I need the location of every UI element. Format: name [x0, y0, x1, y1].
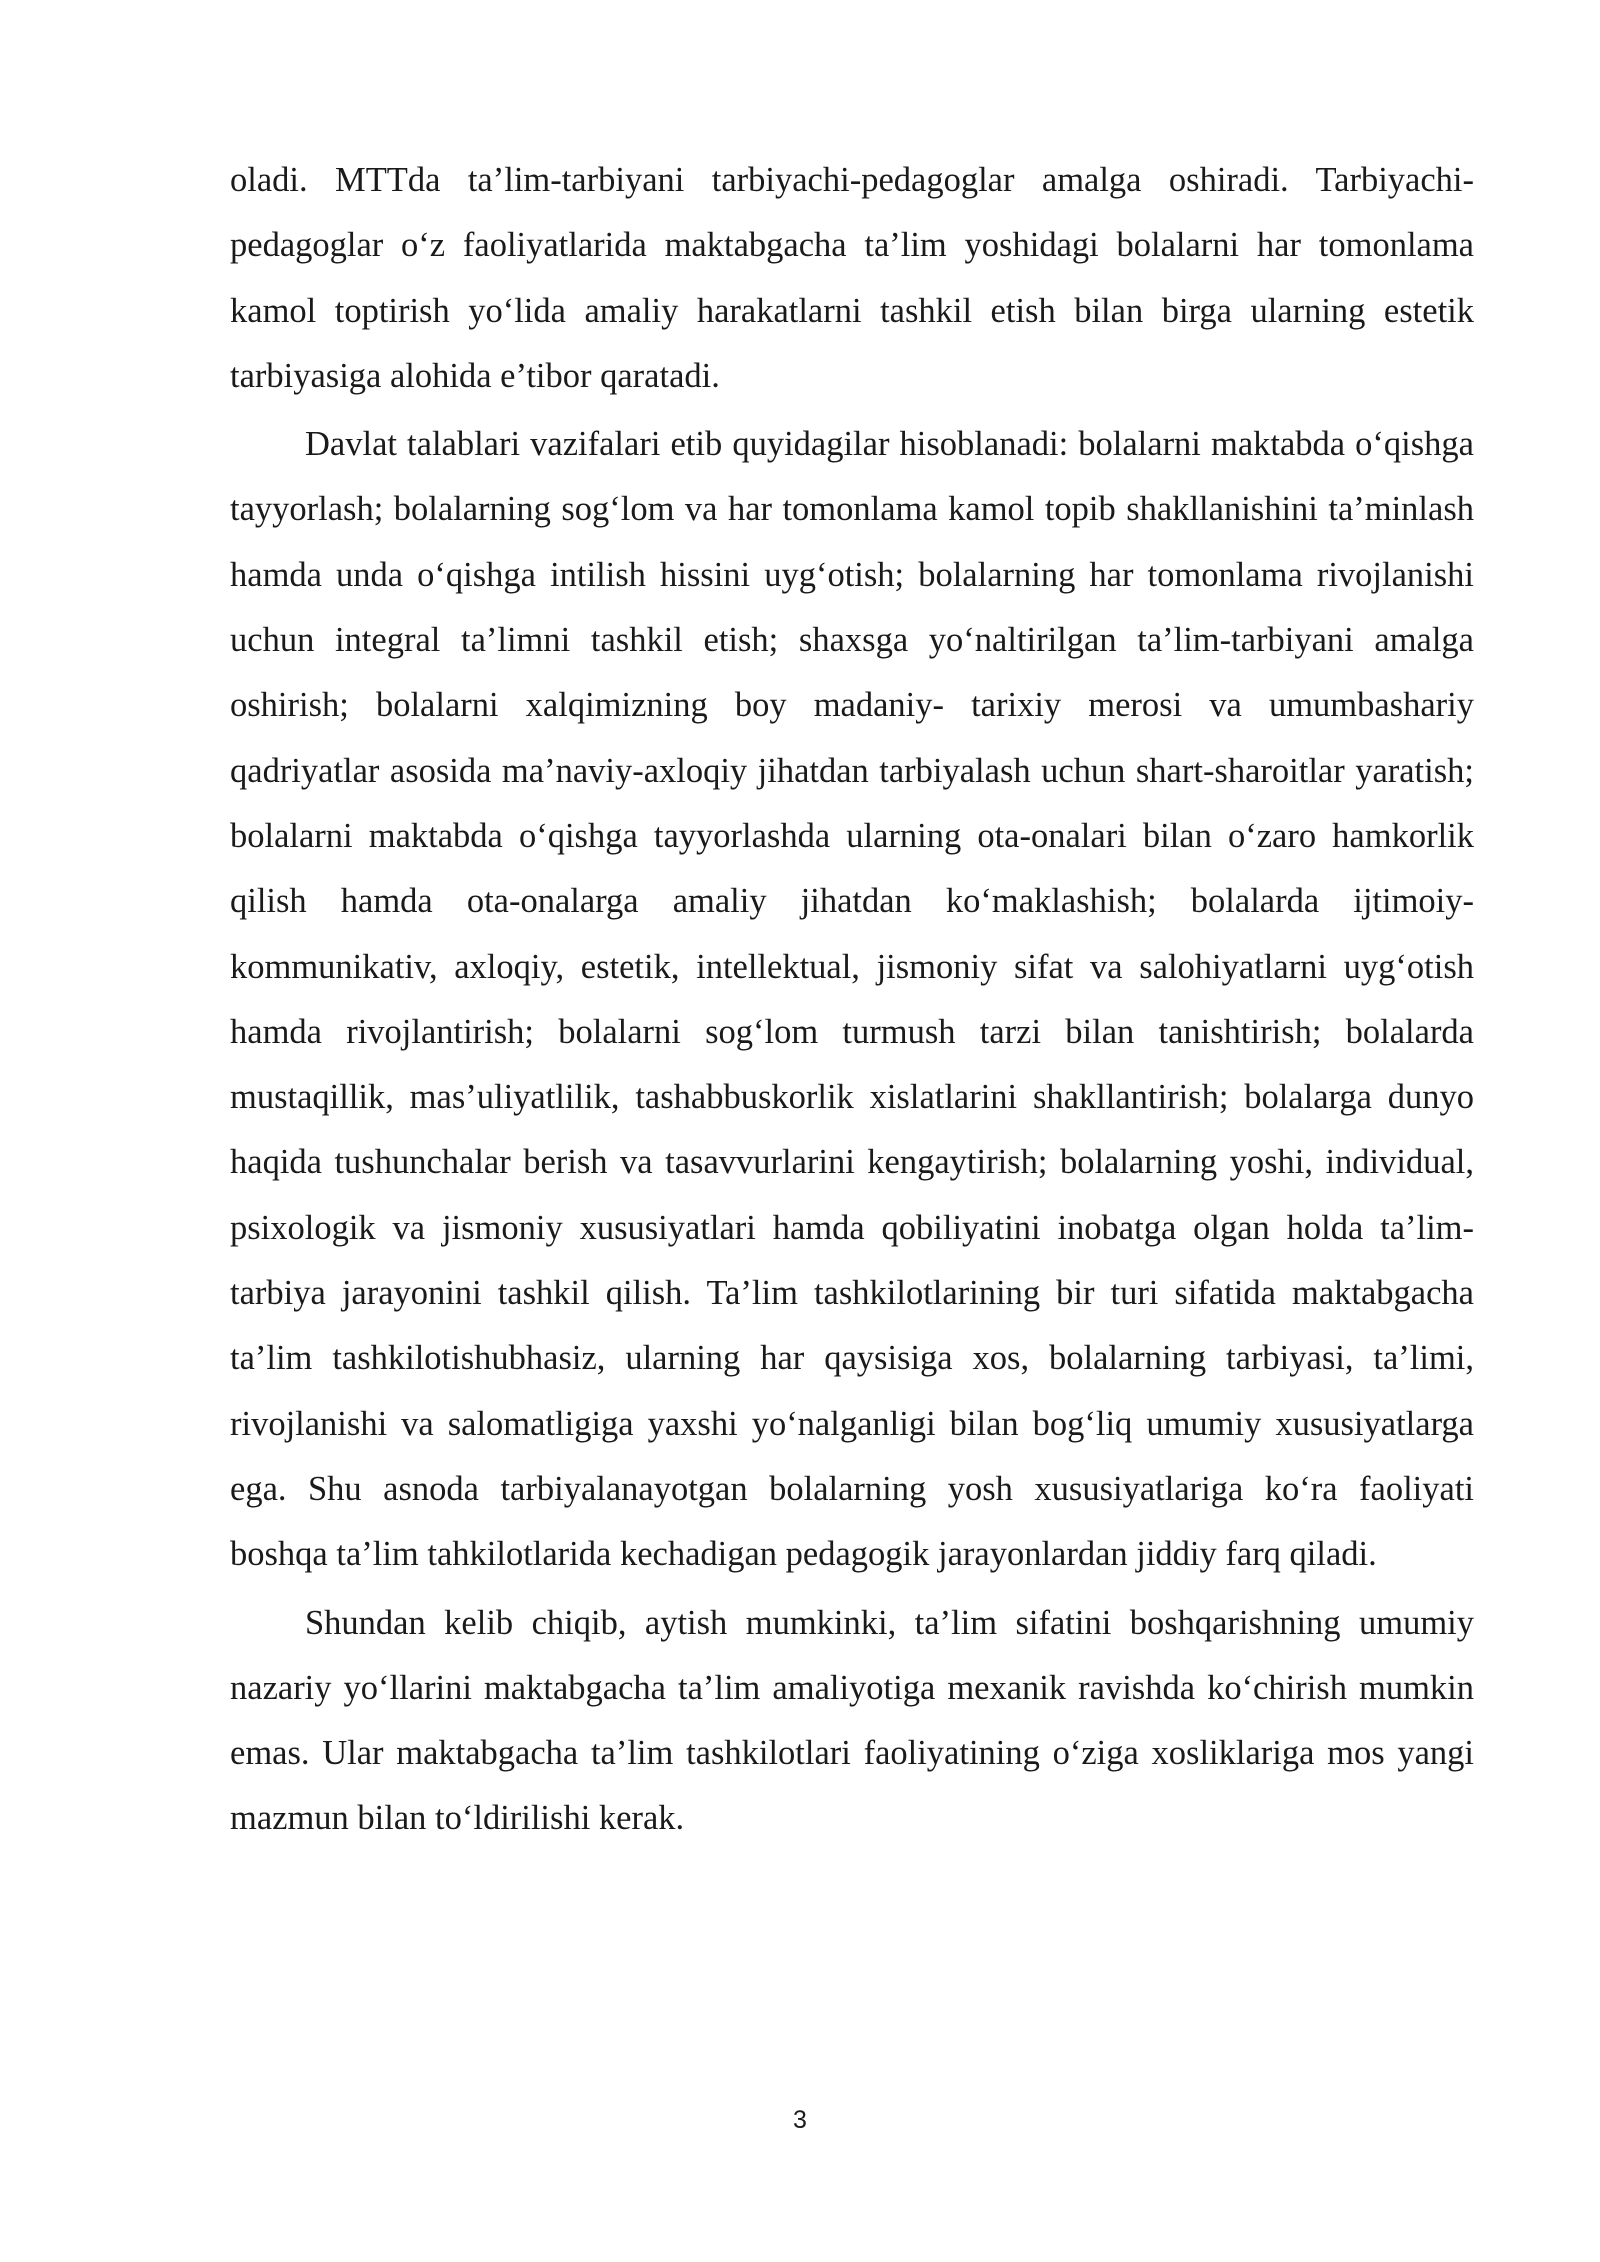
paragraph-continuation: oladi. MTTda ta’lim-tarbiyani tarbiyachi-pedagoglar amalga oshiradi. Tarbiyachi-pedagoglar o‘z faoliyatlarida maktabgacha ta’lim yoshidagi bolalarni har tomonlama kamol toptirish yo‘lida amaliy harakatlarni tashkil etish bilan birga ularning estetik tarbiyasiga alohida e’tibor qaratadi. [230, 161, 1474, 395]
paragraph-conclusion: Shundan kelib chiqib, aytish mumkinki, ta’lim sifatini boshqarishning umumiy nazariy yo‘llarini maktabgacha ta’lim amaliyotiga mexanik ravishda ko‘chirish mumkin emas. Ular maktabgacha ta’lim tashkilotlari faoliyatining o‘ziga xosliklariga mos yangi mazmun bilan to‘ldirilishi kerak. [230, 1603, 1474, 1838]
document-body [230, 148, 1474, 1852]
paragraph-state-requirements: Davlat talablari vazifalari etib quyidagilar hisoblanadi: bolalarni maktabda o‘qishga tayyorlash; bolalarning sog‘lom va har tomonlama kamol topib shakllanishini ta’minlash hamda unda o‘qishga intilish hissini uyg‘otish; bolalarning har tomonlama rivojlanishi uchun integral ta’limni tashkil etish; shaxsga yo‘naltirilgan ta’lim-tarbiyani amalga oshirish; bolalarni xalqimizning boy madaniy- tarixiy merosi va umumbashariy qadriyatlar asosida ma’naviy-axloqiy jihatdan tarbiyalash uchun shart-sharoitlar yaratish; bolalarni maktabda o‘qishga tayyorlashda ularning ota-onalari bilan o‘zaro hamkorlik qilish hamda ota-onalarga amaliy jihatdan ko‘maklashish; bolalarda ijtimoiy-kommunikativ, axloqiy, estetik, intellektual, jismoniy sifat va salohiyatlarni uyg‘otish hamda rivojlantirish; bolalarni sog‘lom turmush tarzi bilan tanishtirish; bolalarda mustaqillik, mas’uliyatlilik, tashabbuskorlik xislatlarini shakllantirish; bolalarga dunyo haqida tushunchalar berish va tasavvurlarini kengaytirish; bolalarning yoshi, individual, psixologik va jismoniy xususiyatlari hamda qobiliyatini inobatga olgan holda ta’lim-tarbiya jarayonini tashkil qilish. Ta’lim tashkilotlarining bir turi sifatida maktabgacha ta’lim tashkilotishubhasiz, ularning har qaysisiga xos, bolalarning tarbiyasi, ta’limi, rivojlanishi va salomatligiga yaxshi yo‘nalganligi bilan bog‘liq umumiy xususiyatlarga ega. Shu asnoda tarbiyalanayotgan bolalarning yosh xususiyatlariga ko‘ra faoliyati boshqa ta’lim tahkilotlarida kechadigan pedagogik jarayonlardan jiddiy farq qiladi. [230, 425, 1474, 1574]
page-number: 3 [793, 2106, 807, 2134]
